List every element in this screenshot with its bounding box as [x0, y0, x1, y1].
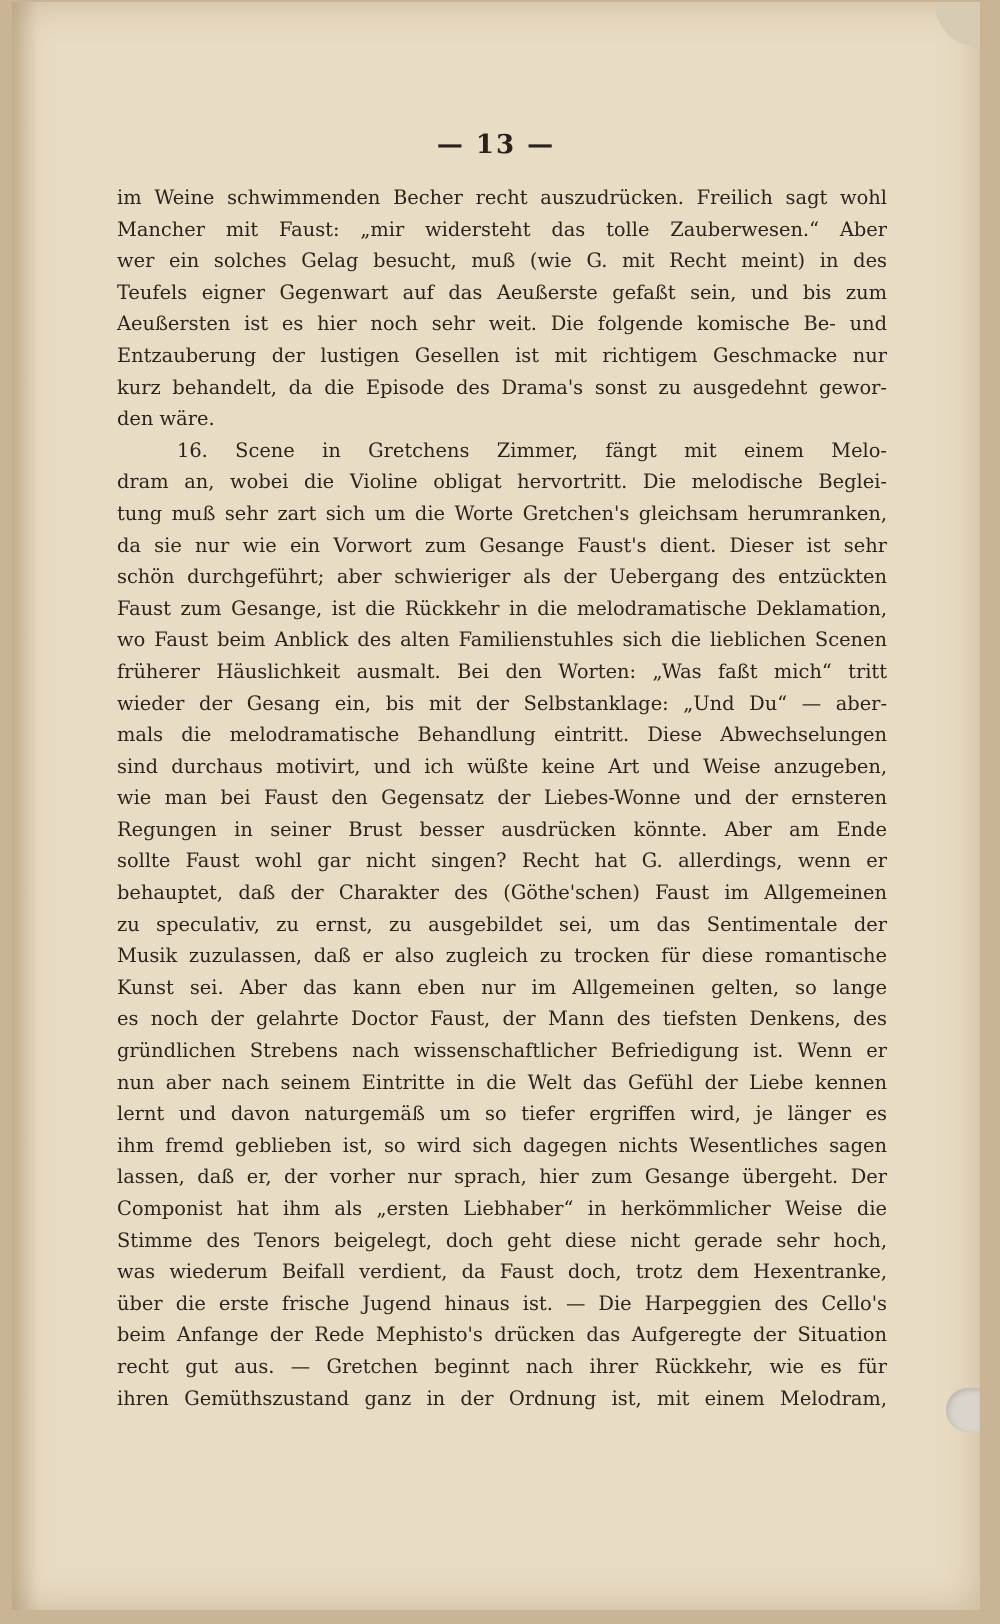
text-line: sind durchaus motivirt, und ich wüßte keine Art und Weise anzugeben,	[117, 754, 887, 778]
text-line: 16. Scene in Gretchens Zimmer, fängt mit einem Melo-	[177, 438, 887, 462]
text-line: Componist hat ihm als „ersten Liebhaber“ in herkömmlicher Weise die	[117, 1197, 887, 1220]
text-line: beim Anfange der Rede Mephisto's drücken das Aufgeregte der Situation	[117, 1323, 887, 1347]
text-line: gründlichen Strebens nach wissenschaftlicher Befriedigung ist. Wenn er	[117, 1039, 887, 1063]
text-line: über die erste frische Jugend hinaus ist. — Die Harpeggien des Cello's	[117, 1291, 887, 1315]
text-line: tung muß sehr zart sich um die Worte Gretchen's gleichsam herumranken,	[117, 501, 887, 525]
book-page	[12, 2, 980, 1610]
text-line: wo Faust beim Anblick des alten Familienstuhles sich die lieblichen Scenen	[117, 628, 887, 652]
text-line: Teufels eigner Gegenwart auf das Aeußerste gefaßt sein, und bis zum	[117, 280, 887, 304]
text-line: Kunst sei. Aber das kann eben nur im Allgemeinen gelten, so lange	[117, 975, 887, 999]
text-line: im Weine schwimmenden Becher recht auszudrücken. Freilich sagt wohl	[117, 186, 887, 209]
text-line: recht gut aus. — Gretchen beginnt nach ihrer Rückkehr, wie es für	[117, 1354, 887, 1378]
text-line: früherer Häuslichkeit ausmalt. Bei den Worten: „Was faßt mich“ tritt	[117, 659, 887, 683]
text-line: lernt und davon naturgemäß um so tiefer ergriffen wird, je länger es	[117, 1102, 887, 1126]
text-line: dram an, wobei die Violine obligat hervortritt. Die melodische Beglei-	[117, 470, 887, 494]
text-line: zu speculativ, zu ernst, zu ausgebildet sei, um das Sentimentale der	[117, 912, 887, 936]
text-line: Mancher mit Faust: „mir widersteht das tolle Zauberwesen.“ Aber	[117, 217, 887, 241]
body-text	[117, 182, 887, 1414]
text-line: Stimme des Tenors beigelegt, doch geht diese nicht gerade sehr hoch,	[117, 1228, 887, 1252]
text-line: Musik zuzulassen, daß er also zugleich zu trocken für diese romantische	[117, 944, 887, 968]
text-line: ihren Gemüthszustand ganz in der Ordnung ist, mit einem Melodram,	[117, 1386, 887, 1410]
text-line: behauptet, daß der Charakter des (Göthe'schen) Faust im Allgemeinen	[117, 881, 887, 905]
text-line: Aeußersten ist es hier noch sehr weit. Die folgende komische Be- und	[117, 312, 887, 336]
text-line: Faust zum Gesange, ist die Rückkehr in die melodramatische Deklamation,	[117, 596, 887, 620]
page-number: — 13 —	[436, 130, 556, 160]
text-line: ihm fremd geblieben ist, so wird sich dagegen nichts Wesentliches sagen	[117, 1133, 887, 1157]
text-line: Regungen in seiner Brust besser ausdrücken könnte. Aber am Ende	[117, 817, 887, 841]
text-line: wieder der Gesang ein, bis mit der Selbstanklage: „Und Du“ — aber-	[117, 691, 887, 715]
folded-corner	[910, 2, 980, 72]
text-line: mals die melodramatische Behandlung eintritt. Diese Abwechselungen	[117, 723, 887, 747]
text-line: was wiederum Beifall verdient, da Faust doch, trotz dem Hexentranke,	[117, 1260, 887, 1284]
text-line: Entzauberung der lustigen Gesellen ist mit richtigem Geschmacke nur	[117, 343, 887, 367]
text-line: sollte Faust wohl gar nicht singen? Recht hat G. allerdings, wenn er	[117, 849, 887, 873]
text-line: es noch der gelahrte Doctor Faust, der Mann des tiefsten Denkens, des	[117, 1007, 887, 1031]
text-line: wer ein solches Gelag besucht, muß (wie G. mit Recht meint) in des	[117, 249, 887, 273]
page-clip-mark	[946, 1388, 980, 1432]
text-line: schön durchgeführt; aber schwieriger als der Uebergang des entzückten	[117, 565, 887, 589]
text-line: lassen, daß er, der vorher nur sprach, hier zum Gesange übergeht. Der	[117, 1165, 887, 1189]
text-line: den wäre.	[117, 407, 215, 431]
text-line: da sie nur wie ein Vorwort zum Gesange Faust's dient. Dieser ist sehr	[117, 533, 887, 557]
text-line: nun aber nach seinem Eintritte in die Welt das Gefühl der Liebe kennen	[117, 1070, 887, 1094]
text-line: kurz behandelt, da die Episode des Drama's sonst zu ausgedehnt gewor-	[117, 375, 887, 399]
text-line: wie man bei Faust den Gegensatz der Liebes-Wonne und der ernsteren	[117, 786, 887, 810]
